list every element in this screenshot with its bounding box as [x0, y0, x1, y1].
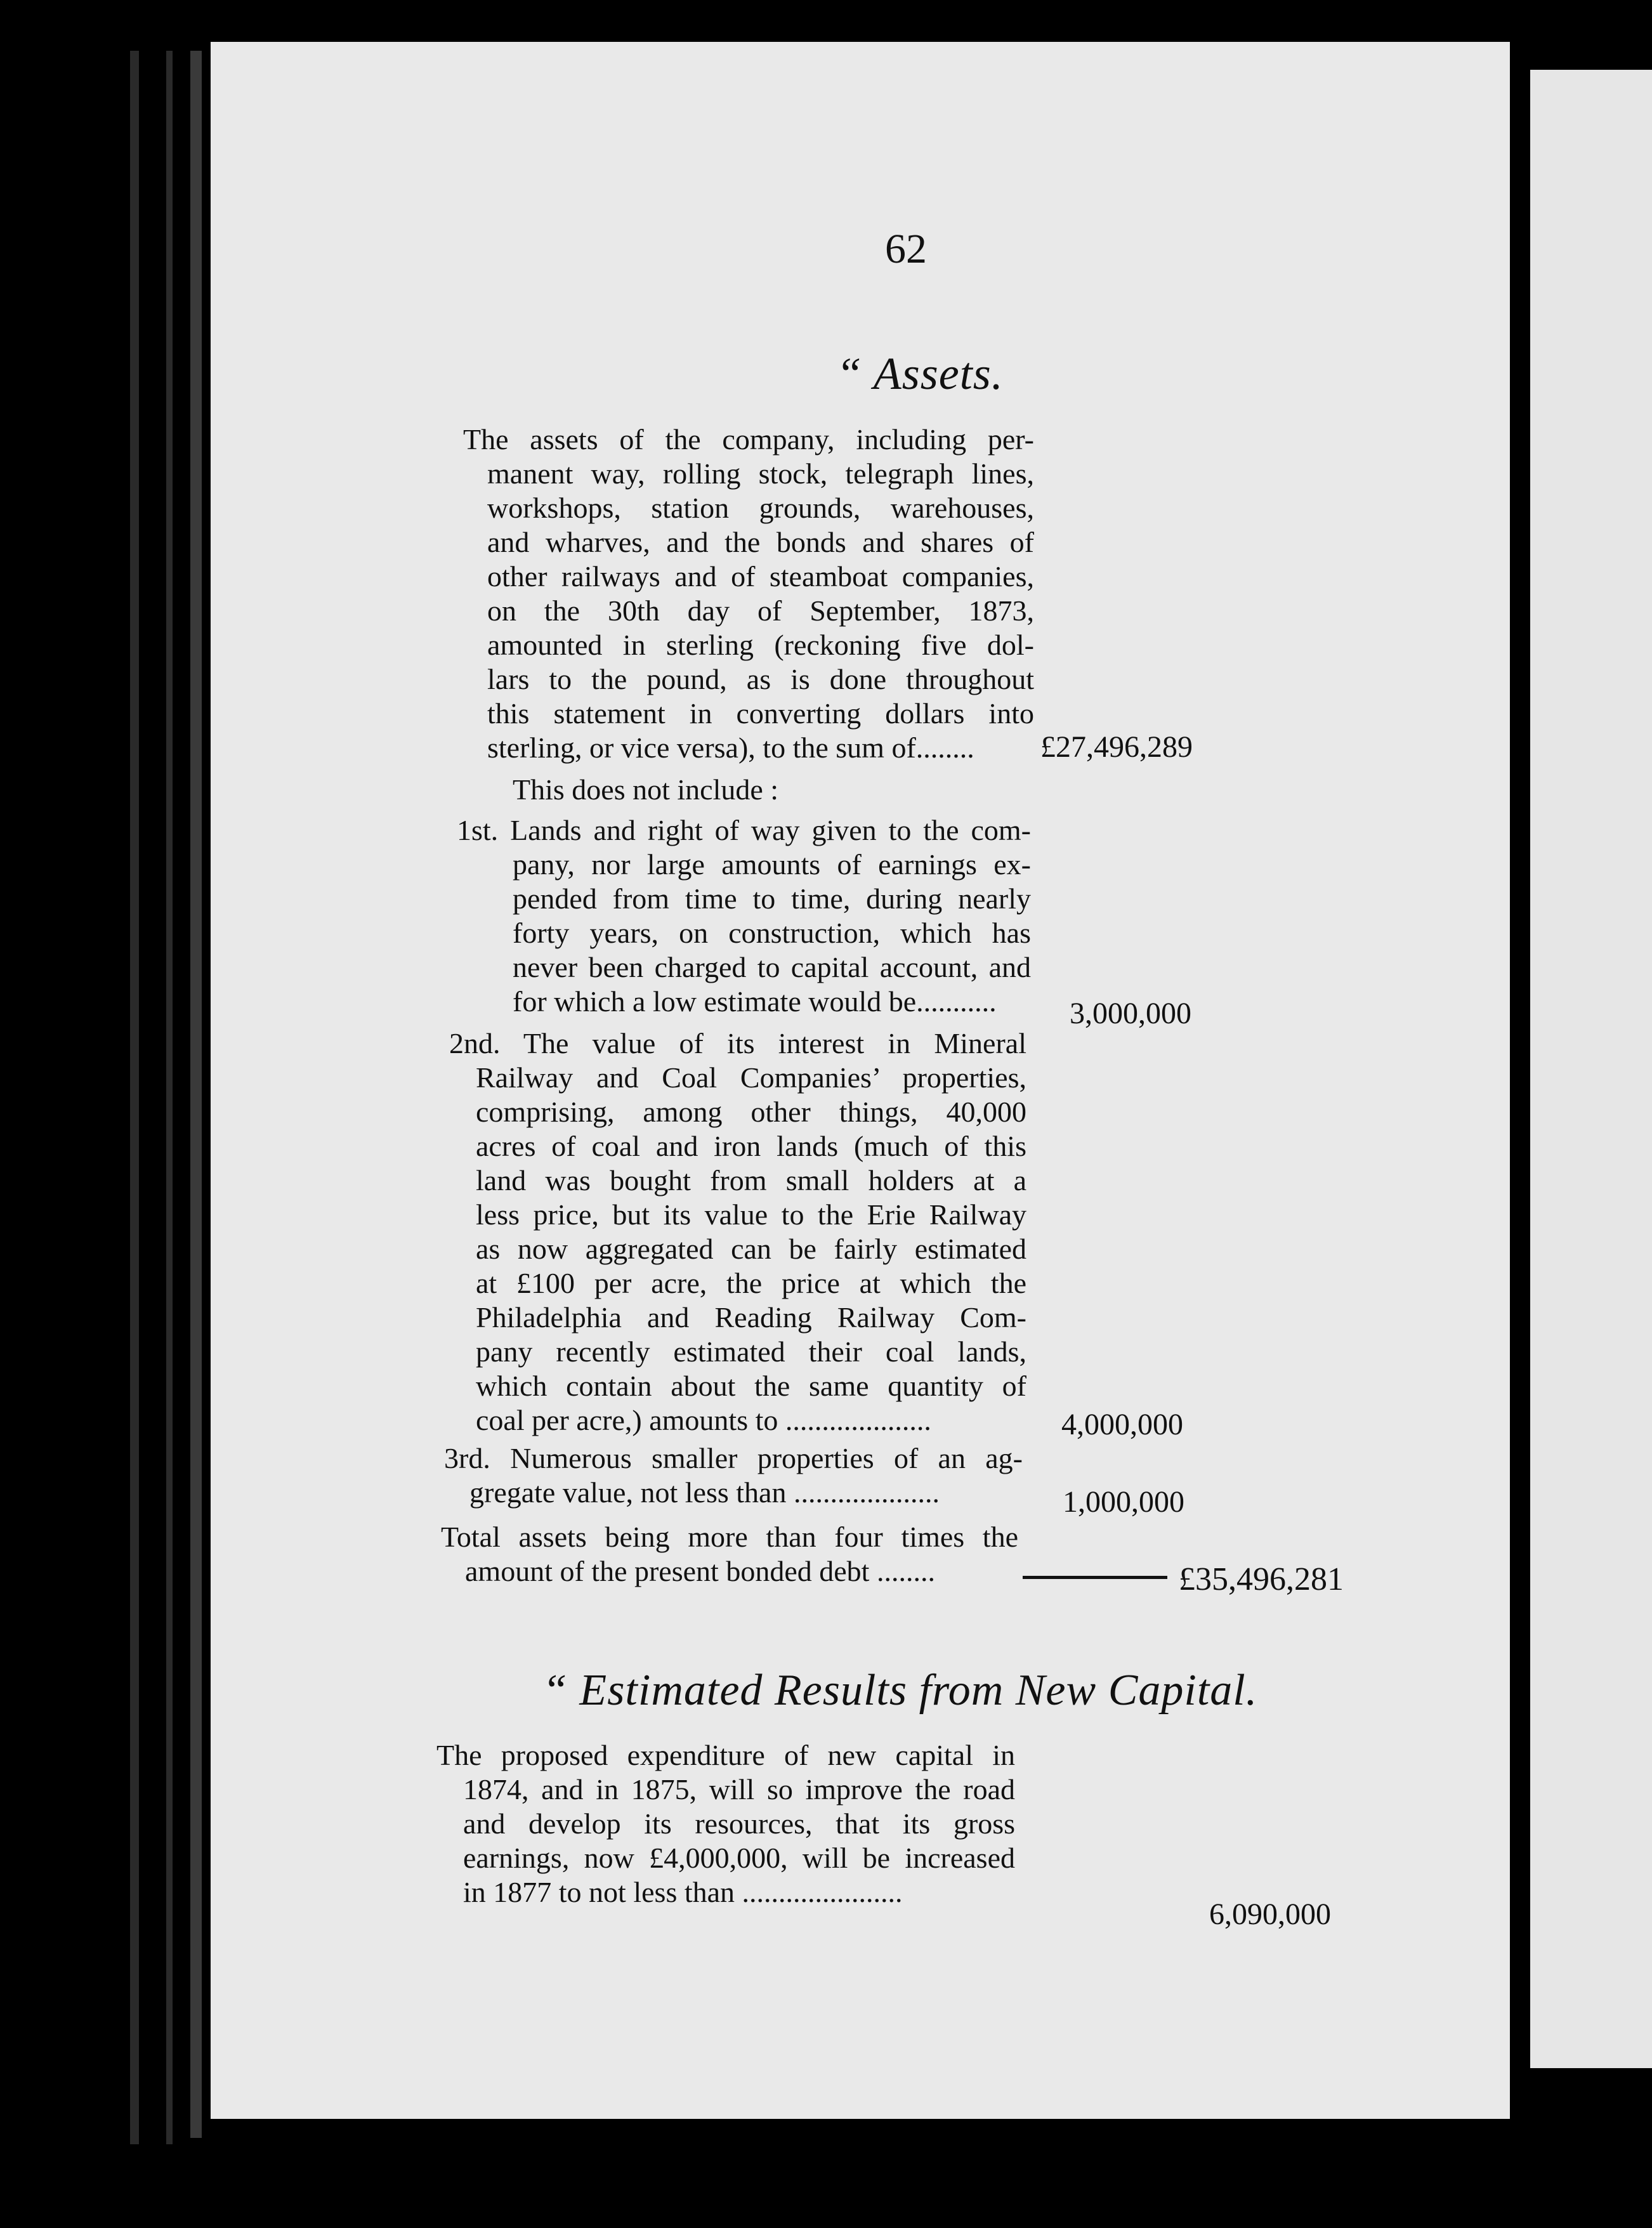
new-capital-amount: 6,090,000: [1209, 1897, 1331, 1931]
text-line: and develop its resources, that its gross: [463, 1807, 1015, 1840]
new-capital-heading: “ Estimated Results from New Capital.: [542, 1666, 1258, 1715]
text-line: 2nd. The value of its interest in Mineral: [449, 1027, 1026, 1059]
text-line: which contain about the same quantity of: [476, 1370, 1026, 1402]
text-line: amount of the present bonded debt ........: [465, 1555, 935, 1587]
asset-item-3: [444, 1441, 1023, 1510]
sum-rule: [1023, 1576, 1167, 1579]
text-line: Philadelphia and Reading Railway Com-: [476, 1301, 1026, 1334]
page-number: 62: [885, 226, 927, 272]
text-line: comprising, among other things, 40,000: [476, 1096, 1026, 1128]
text-line: lars to the pound, as is done throughout: [487, 663, 1034, 695]
item-3-amount: 1,000,000: [1063, 1485, 1184, 1519]
text-line: 3rd. Numerous smaller properties of an ag-: [444, 1442, 1023, 1474]
text-line: manent way, rolling stock, telegraph lines,: [487, 457, 1034, 490]
text-line: pended from time to time, during nearly: [513, 882, 1031, 915]
text-line: pany, nor large amounts of earnings ex-: [513, 848, 1031, 881]
text-line: 1874, and in 1875, will so improve the road: [463, 1773, 1015, 1805]
text-line: for which a low estimate would be...........: [513, 985, 997, 1018]
assets-heading: “ Assets.: [836, 348, 1004, 399]
text-line: Railway and Coal Companies’ properties,: [476, 1061, 1026, 1094]
text-line: The assets of the company, including per-: [463, 423, 1034, 455]
assets-intro-paragraph: [463, 423, 1034, 765]
scan-frame-stripe: [190, 51, 202, 2138]
text-line: workshops, station grounds, warehouses,: [487, 492, 1034, 524]
opposite-page-edge: [1530, 70, 1652, 2068]
text-line: pany recently estimated their coal lands,: [476, 1335, 1026, 1368]
scan-frame-stripe: [166, 51, 173, 2144]
text-line: coal per acre,) amounts to ....................: [476, 1404, 931, 1436]
item-2-amount: 4,000,000: [1061, 1408, 1183, 1441]
asset-item-2: [449, 1026, 1026, 1438]
text-line: gregate value, not less than ....................: [469, 1476, 940, 1509]
total-assets-paragraph: [441, 1520, 1018, 1589]
text-line: Total assets being more than four times the: [441, 1521, 1018, 1553]
text-line: and wharves, and the bonds and shares of: [487, 526, 1034, 558]
text-line: forty years, on construction, which has: [513, 917, 1031, 949]
text-line: never been charged to capital account, and: [513, 951, 1031, 983]
text-line: The proposed expenditure of new capital in: [436, 1739, 1015, 1771]
asset-item-1: [457, 813, 1031, 1019]
text-line: less price, but its value to the Erie Railway: [476, 1198, 1026, 1231]
text-line: this statement in converting dollars into: [487, 697, 1034, 730]
item-1-amount: 3,000,000: [1070, 997, 1191, 1030]
text-line: other railways and of steamboat companies,: [487, 560, 1034, 593]
text-line: as now aggregated can be fairly estimated: [476, 1233, 1026, 1265]
text-line: amounted in sterling (reckoning five dol-: [487, 629, 1034, 661]
text-line: in 1877 to not less than ......................: [463, 1876, 903, 1908]
intro-amount: £27,496,289: [1040, 730, 1193, 764]
text-line: land was bought from small holders at a: [476, 1164, 1026, 1196]
text-line: 1st. Lands and right of way given to the com-: [457, 814, 1031, 846]
text-line: at £100 per acre, the price at which the: [476, 1267, 1026, 1299]
not-include-label: This does not include :: [513, 773, 779, 806]
scan-frame-stripe: [130, 51, 139, 2144]
text-line: on the 30th day of September, 1873,: [487, 594, 1034, 627]
text-line: acres of coal and iron lands (much of this: [476, 1130, 1026, 1162]
new-capital-paragraph: [436, 1738, 1015, 1910]
total-amount: £35,496,281: [1179, 1561, 1344, 1597]
text-line: sterling, or vice versa), to the sum of........: [487, 731, 974, 764]
text-line: earnings, now £4,000,000, will be increased: [463, 1842, 1015, 1874]
